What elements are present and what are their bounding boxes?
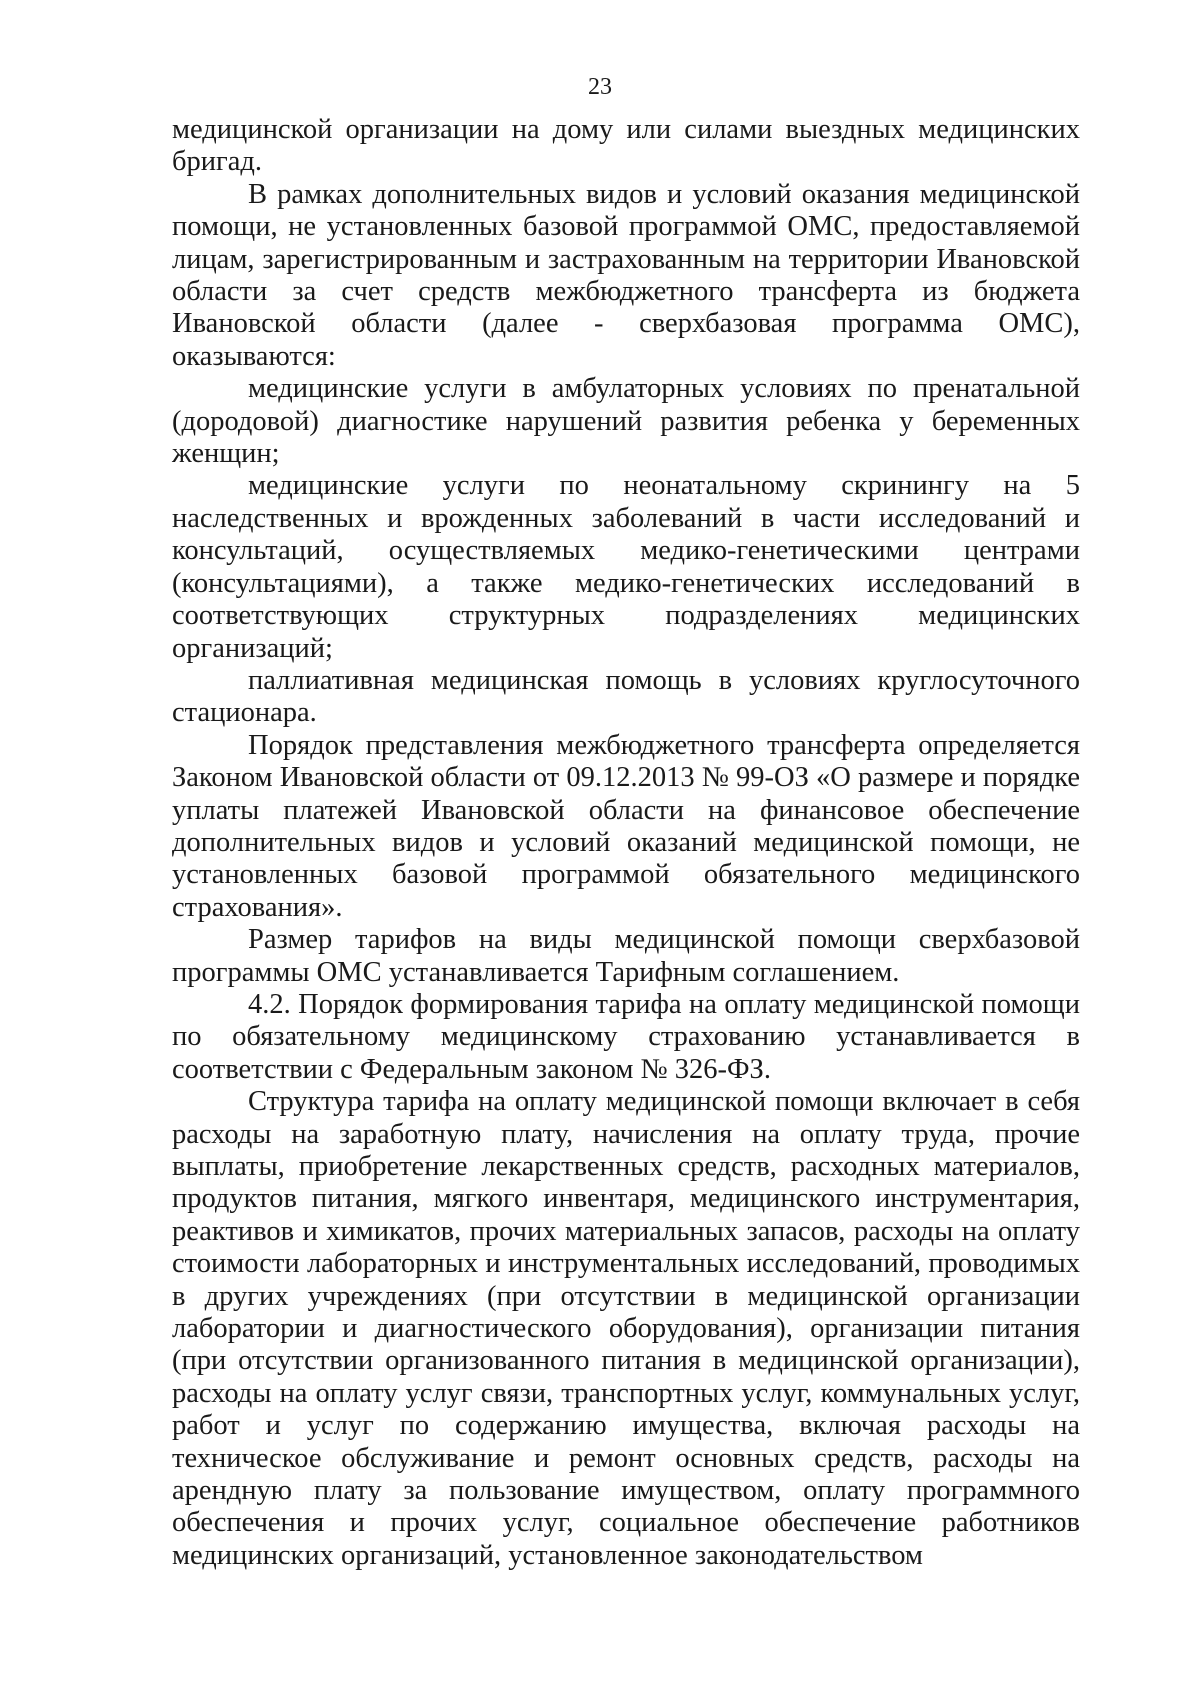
- paragraph: В рамках дополнительных видов и условий оказания медицинской помощи, не установленных базовой программой ОМС, предоставляемой лицам, зарегистрированным и застрахованным на территории Ивановской области за счет средств межбюджетного трансферта из бюджета Ивановской области (далее - сверхбазовая программа ОМС), оказываются:: [172, 178, 1080, 372]
- paragraph: Порядок представления межбюджетного трансферта определяется Законом Ивановской области от 09.12.2013 № 99-ОЗ «О размере и порядке уплаты платежей Ивановской области на финансовое обеспечение дополнительных видов и условий оказаний медицинской помощи, не установленных базовой программой обязательного медицинского страхования».: [172, 729, 1080, 923]
- paragraph: медицинские услуги в амбулаторных условиях по пренатальной (дородовой) диагностике нарушений развития ребенка у беременных женщин;: [172, 373, 1080, 470]
- paragraph: медицинской организации на дому или силами выездных медицинских бригад.: [172, 114, 1080, 178]
- paragraph: паллиативная медицинская помощь в условиях круглосуточного стационара.: [172, 664, 1080, 729]
- paragraph: Структура тарифа на оплату медицинской помощи включает в себя расходы на заработную плату, начисления на оплату труда, прочие выплаты, приобретение лекарственных средств, расходных материалов, продуктов питания, мягкого инвентаря, медицинского инструментария, реактивов и химикатов, прочих материальных запасов, расходы на оплату стоимости лабораторных и инструментальных исследований, проводимых в других учреждениях (при отсутствии в медицинской организации лаборатории и диагностического оборудования), организации питания (при отсутствии организованного питания в медицинской организации), расходы на оплату услуг связи, транспортных услуг, коммунальных услуг, работ и услуг по содержанию имущества, включая расходы на техническое обслуживание и ремонт основных средств, расходы на арендную плату за пользование имуществом, оплату программного обеспечения и прочих услуг, социальное обеспечение работников медицинских организаций, установленное законодательством: [172, 1086, 1080, 1571]
- document-body: [172, 114, 1080, 1572]
- paragraph: медицинские услуги по неонатальному скринингу на 5 наследственных и врожденных заболеваний в части исследований и консультаций, осуществляемых медико-генетическими центрами (консультациями), а также медико-генетических исследований в соответствующих структурных подразделениях медицинских организаций;: [172, 470, 1080, 664]
- paragraph: 4.2. Порядок формирования тарифа на оплату медицинской помощи по обязательному медицинскому страхованию устанавливается в соответствии с Федеральным законом № 326-ФЗ.: [172, 988, 1080, 1085]
- page-number: 23: [588, 74, 612, 100]
- paragraph: Размер тарифов на виды медицинской помощи сверхбазовой программы ОМС устанавливается Тарифным соглашением.: [172, 924, 1080, 988]
